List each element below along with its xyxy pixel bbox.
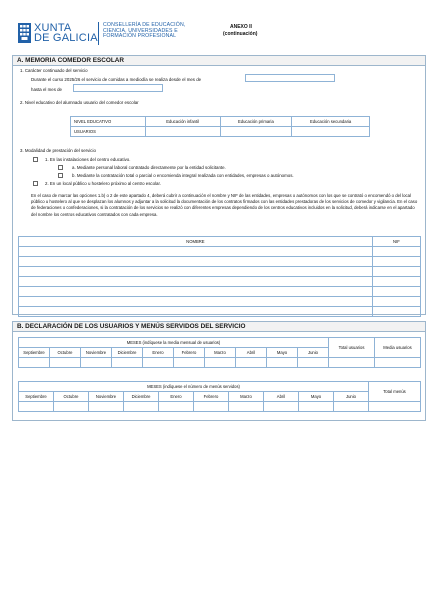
option1b-label: b. Mediante la contratación total o parcial o encomienda integral realizada con entidades, empresas o autónomos. xyxy=(72,173,294,178)
month-header: Mayo xyxy=(299,392,334,402)
table-row xyxy=(19,257,421,267)
table-row xyxy=(19,307,421,317)
col-header: Educación infantil xyxy=(145,117,220,127)
table-row xyxy=(19,287,421,297)
col-header-name: NOMBRE xyxy=(19,237,373,247)
option1b-checkbox[interactable] xyxy=(58,173,63,178)
department-line: CIENCIA, UNIVERSIDADES E xyxy=(103,27,178,34)
month-header: Noviembre xyxy=(89,392,124,402)
average-users-input[interactable] xyxy=(375,358,421,368)
xunta-logo xyxy=(18,22,98,46)
month-header: Junio xyxy=(298,348,329,358)
total-menus-header: Total menús xyxy=(369,382,421,402)
month-header: Enero xyxy=(143,348,174,358)
row-label: USUARIOS xyxy=(71,127,146,137)
end-month-field[interactable] xyxy=(73,84,163,92)
month-header: Febrero xyxy=(194,392,229,402)
nif-input[interactable] xyxy=(372,287,420,297)
month-header: Mayo xyxy=(267,348,298,358)
month-header: Abril xyxy=(264,392,299,402)
month-input[interactable] xyxy=(124,402,159,412)
month-input[interactable] xyxy=(89,402,124,412)
col-header: Educación secundaria xyxy=(292,117,370,127)
name-input[interactable] xyxy=(19,287,373,297)
month-input[interactable] xyxy=(299,402,334,412)
department-name xyxy=(103,23,185,40)
month-header: Enero xyxy=(159,392,194,402)
month-input[interactable] xyxy=(229,402,264,412)
total-users-input[interactable] xyxy=(329,358,375,368)
table-row xyxy=(19,297,421,307)
item2-label: 2. Nivel educativo del alumnado usuario del comedor escolar xyxy=(20,100,139,105)
month-input[interactable] xyxy=(50,358,81,368)
month-header: Octubre xyxy=(50,348,81,358)
annex-continuation: (continuación) xyxy=(223,31,258,37)
month-input[interactable] xyxy=(159,402,194,412)
month-input[interactable] xyxy=(194,402,229,412)
name-input[interactable] xyxy=(19,297,373,307)
name-input[interactable] xyxy=(19,267,373,277)
month-input[interactable] xyxy=(334,402,369,412)
month-input[interactable] xyxy=(205,358,236,368)
name-input[interactable] xyxy=(19,307,373,317)
month-header: Marzo xyxy=(205,348,236,358)
month-input[interactable] xyxy=(236,358,267,368)
logo-line1: XUNTA xyxy=(34,22,72,34)
section-a-title: A. MEMORIA COMEDOR ESCOLAR xyxy=(17,57,124,64)
month-header: Junio xyxy=(334,392,369,402)
month-input[interactable] xyxy=(81,358,112,368)
name-input[interactable] xyxy=(19,277,373,287)
month-input[interactable] xyxy=(19,358,50,368)
month-header: Octubre xyxy=(54,392,89,402)
total-users-header: Total usuarios xyxy=(329,338,375,358)
table-row xyxy=(19,402,421,412)
table-row xyxy=(19,267,421,277)
nif-input[interactable] xyxy=(372,297,420,307)
nif-input[interactable] xyxy=(372,277,420,287)
nif-input[interactable] xyxy=(372,247,420,257)
section-b-title: B. DECLARACIÓN DE LOS USUARIOS Y MENÚS SERVIDOS DEL SERVICIO xyxy=(17,323,246,330)
total-menus-input[interactable] xyxy=(369,402,421,412)
item1-line1: Durante el curso 2025/26 el servicio de comidas a mediodía se realiza desde el mes de xyxy=(31,77,202,82)
average-users-header: Media usuarios xyxy=(375,338,421,358)
month-input[interactable] xyxy=(112,358,143,368)
month-header: Marzo xyxy=(229,392,264,402)
item3-label: 3. Modalidad de prestación del servicio xyxy=(20,148,96,153)
month-input[interactable] xyxy=(143,358,174,368)
monthly-users-table xyxy=(18,337,421,368)
logo-line2: DE GALICIA xyxy=(34,32,98,44)
users-infantil-input[interactable] xyxy=(145,127,220,137)
instructions-paragraph: En el caso de marcar las opciones 1.b) o 2 de este apartado 4, deberá cubrir a continuación el nombre y NIF de las entidades, empresas o autónomos con los que se contrató o encomendó o del local público u hostelero al que se desplazan los alumnos y adjuntar a la solicitud la documentación de los contratos firmados con las entidades prestadoras de los servicios de comedor y vigilancia. En el caso de federaciones o confederaciones, si la contratación de los servicios se realizó con diferentes empresas dependiendo de los centros educativos incluidos en la solicitud, deberá indicarse en el apartado del nombre los centros educativos contratados con cada empresa. xyxy=(31,193,418,217)
group-header: MESES (indíquese el número de menús servidos) xyxy=(19,382,369,392)
month-header: Septiembre xyxy=(19,392,54,402)
department-line: FORMACIÓN PROFESIONAL xyxy=(103,33,177,40)
logo-divider xyxy=(98,22,99,45)
month-header: Diciembre xyxy=(124,392,159,402)
option1a-checkbox[interactable] xyxy=(58,165,63,170)
annex-title: ANEXO II xyxy=(230,24,252,30)
option2-label: 2. En un local público u hostelero próximo al centro escolar. xyxy=(45,181,161,186)
nif-input[interactable] xyxy=(372,307,420,317)
col-header: NIVEL EDUCATIVO xyxy=(71,117,146,127)
option1-label: 1. En las instalaciones del centro educativo. xyxy=(45,157,131,162)
month-header: Abril xyxy=(236,348,267,358)
month-input[interactable] xyxy=(54,402,89,412)
month-header: Septiembre xyxy=(19,348,50,358)
nif-input[interactable] xyxy=(372,267,420,277)
month-input[interactable] xyxy=(174,358,205,368)
month-input[interactable] xyxy=(267,358,298,368)
name-input[interactable] xyxy=(19,257,373,267)
education-level-table xyxy=(70,116,370,137)
month-input[interactable] xyxy=(19,402,54,412)
department-line: CONSELLERÍA DE EDUCACIÓN, xyxy=(103,22,186,28)
option1a-label: a. Mediante personal laboral contratado directamente por la entidad solicitante. xyxy=(72,165,226,170)
month-header: Diciembre xyxy=(112,348,143,358)
option2-checkbox[interactable] xyxy=(33,181,38,186)
month-input[interactable] xyxy=(264,402,299,412)
item1-line2: hasta el mes de xyxy=(31,87,62,92)
start-month-field[interactable] xyxy=(245,74,335,82)
month-input[interactable] xyxy=(298,358,329,368)
users-secundaria-input[interactable] xyxy=(292,127,370,137)
group-header: MESES (indíquese la media mensual de usuarios) xyxy=(19,338,329,348)
name-input[interactable] xyxy=(19,247,373,257)
monthly-menus-table xyxy=(18,381,421,412)
month-header: Noviembre xyxy=(81,348,112,358)
entities-table xyxy=(18,236,421,317)
month-header: Febrero xyxy=(174,348,205,358)
users-primaria-input[interactable] xyxy=(220,127,292,137)
option1-checkbox[interactable] xyxy=(33,157,38,162)
table-row xyxy=(19,277,421,287)
item1-label: 1. Carácter continuado del servicio xyxy=(20,68,88,73)
galicia-shield-icon xyxy=(18,23,31,43)
table-row xyxy=(19,247,421,257)
nif-input[interactable] xyxy=(372,257,420,267)
table-row xyxy=(19,358,421,368)
col-header: Educación primaria xyxy=(220,117,292,127)
col-header-nif: NIF xyxy=(372,237,420,247)
